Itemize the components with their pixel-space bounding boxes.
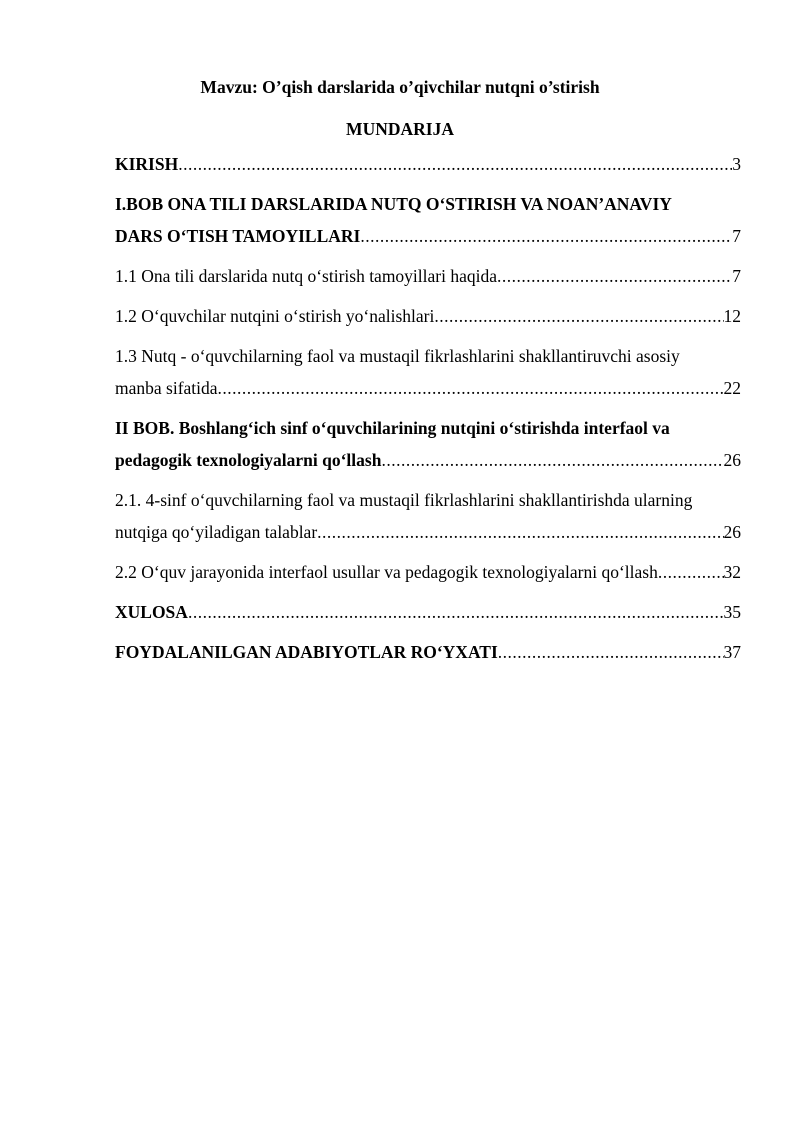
toc-page-number: 22	[723, 378, 741, 398]
toc-entry-2-2[interactable]	[115, 556, 741, 588]
toc-entry-title: pedagogik texnologiyalarni qo‘llash	[115, 450, 382, 470]
toc-page-number: 35	[723, 602, 741, 622]
toc-leader-dots	[434, 300, 723, 332]
toc-entry-title-line1: 2.1. 4-sinf o‘quvchilarning faol va mustaqil fikrlashlarini shakllantirishda ularning	[115, 490, 693, 510]
toc-entry-1-2[interactable]	[115, 300, 741, 332]
toc-entry-title: FOYDALANILGAN ADABIYOTLAR RO‘YXATI	[115, 642, 498, 662]
toc-entry-title: DARS O‘TISH TAMOYILLARI	[115, 226, 361, 246]
toc-entry-xulosa[interactable]	[115, 596, 741, 628]
toc-entry-title: manba sifatida	[115, 378, 218, 398]
toc-entry-title: nutqiga qo‘yiladigan talablar	[115, 522, 318, 542]
toc-page-number: 37	[723, 642, 741, 662]
toc-leader-dots	[381, 444, 723, 476]
toc-entry-title-line1: 1.3 Nutq - o‘quvchilarning faol va mustaqil fikrlashlarini shakllantiruvchi asosiy	[115, 346, 680, 366]
toc-page-number: 26	[723, 522, 741, 542]
toc-page-number: 3	[732, 154, 741, 174]
toc-entry-references[interactable]	[115, 636, 741, 668]
toc-entry-1-1[interactable]	[115, 260, 741, 292]
toc-leader-dots	[360, 220, 732, 252]
toc-page-number: 12	[723, 306, 741, 326]
toc-leader-dots	[188, 596, 724, 628]
toc-entry-title: 2.2 O‘quv jarayonida interfaol usullar va pedagogik texnologiyalarni qo‘llash	[115, 562, 658, 582]
toc-leader-dots	[658, 556, 724, 588]
table-of-contents	[115, 148, 741, 668]
toc-entry-title: KIRISH	[115, 154, 179, 174]
toc-entry-chapter-1[interactable]	[115, 188, 741, 252]
toc-entry-title: 1.2 O‘quvchilar nutqini o‘stirish yo‘nalishlari	[115, 306, 435, 326]
toc-leader-dots	[178, 148, 732, 180]
toc-page-number: 26	[723, 450, 741, 470]
toc-entry-chapter-2[interactable]	[115, 412, 741, 476]
toc-entry-2-1[interactable]	[115, 484, 741, 548]
toc-page-number: 7	[732, 266, 741, 286]
toc-entry-kirish[interactable]	[115, 148, 741, 180]
toc-entry-title: 1.1 Ona tili darslarida nutq o‘stirish tamoyillari haqida	[115, 266, 498, 286]
toc-leader-dots	[498, 636, 724, 668]
toc-leader-dots	[317, 516, 723, 548]
document-topic: Mavzu: O’qish darslarida o’qivchilar nutqni o’stirish	[200, 77, 600, 97]
toc-leader-dots	[218, 372, 724, 404]
toc-page-number: 32	[723, 562, 741, 582]
toc-leader-dots	[497, 260, 732, 292]
toc-entry-title-line1: II BOB. Boshlang‘ich sinf o‘quvchilarining nutqini o‘stirishda interfaol va	[115, 418, 670, 438]
toc-entry-title-line1: I.BOB ONA TILI DARSLARIDA NUTQ O‘STIRISH VA NOAN’ANAVIY	[115, 194, 672, 214]
toc-entry-1-3[interactable]	[115, 340, 741, 404]
toc-heading: MUNDARIJA	[346, 119, 454, 139]
toc-page-number: 7	[732, 226, 741, 246]
toc-entry-title: XULOSA	[115, 602, 188, 622]
